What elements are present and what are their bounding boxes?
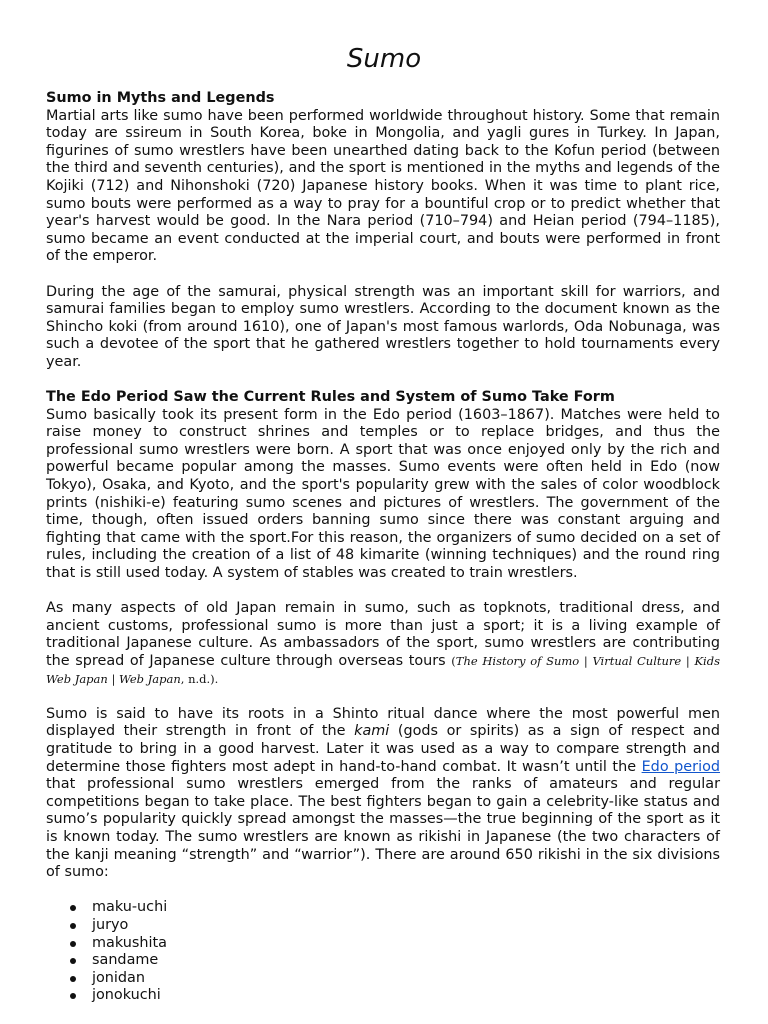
citation-title: The History of Sumo | Virtual Culture | Kids Web Japan | Web Japan — [46, 654, 720, 686]
paragraph-myths-1: Martial arts like sumo have been performed worldwide throughout history. Some that remain today are ssireum in South Korea, boke in Mongolia, and yagli gures in Turkey. In Japan, figurines of sumo wrestlers have been unearthed dating back to the Kofun period (between the third and seventh centuries), and the sport is mentioned in the myths and legends of the Kojiki (712) and Nihonshoki (720) Japanese history books. When it was time to plant rice, sumo bouts were performed as a way to pray for a bountiful crop or to predict whether that year's harvest would be good. In the Nara period (710–794) and Heian period (794–1185), sumo became an event conducted at the imperial court, and bouts were performed in front of the emperor. — [46, 107, 720, 265]
page-title: Sumo — [346, 44, 422, 74]
section-heading-edo: The Edo Period Saw the Current Rules and System of Sumo Take Form — [46, 389, 615, 406]
paragraph-rikishi-part2: (gods or spirits) as a sign of respect and gratitude to bring in a good harvest. Later it was used as a way to compare strength and determine those fighters most adept in hand-to-hand combat. It wasn’t until the — [46, 723, 720, 775]
citation-close: , n.d.). — [180, 671, 219, 686]
citation-open: ( — [451, 654, 456, 668]
list-item: makushita — [92, 935, 720, 953]
paragraph-rikishi-part1: Sumo is said to have its roots in a Shinto ritual dance where the most powerful men displayed their strength in front of the — [46, 705, 720, 740]
paragraph-rikishi — [46, 706, 720, 882]
list-item: jonidan — [92, 970, 720, 988]
paragraph-edo-2 — [46, 600, 720, 688]
paragraph-edo-1: Sumo basically took its present form in the Edo period (1603–1867). Matches were held to raise money to construct shrines and temples or to replace bridges, and thus the professional sumo wrestlers were born. A sport that was once enjoyed only by the rich and powerful became popular among the masses. Sumo events were often held in Edo (now Tokyo), Osaka, and Kyoto, and the sport's popularity grew with the sales of color woodblock prints (nishiki-e) featuring sumo scenes and pictures of wrestlers. The government of the time, though, often issued orders banning sumo since there was constant arguing and fighting that came with the sport.For this reason, the organizers of sumo decided on a set of rules, including the creation of a list of 48 kimarite (winning techniques) and the round ring that is still used today. A system of stables was created to train wrestlers. — [46, 406, 720, 582]
list-item: maku-uchi — [92, 899, 720, 917]
paragraph-myths-2: During the age of the samurai, physical strength was an important skill for warriors, and samurai families began to employ sumo wrestlers. According to the document known as the Shincho koki (from around 1610), one of Japan's most famous warlords, Oda Nobunaga, was such a devotee of the sport that he gathered wrestlers together to hold tournaments every year. — [46, 283, 720, 370]
section-heading-myths: Sumo in Myths and Legends — [46, 90, 275, 106]
paragraph-edo-2-text: As many aspects of old Japan remain in sumo, such as topknots, traditional dress, and ancient customs, professional sumo is more than just a sport; it is a living example of traditional Japanese culture. As ambassadors of the sport, sumo wrestlers are contributing the spread of Japanese culture through overseas tours — [46, 600, 720, 669]
list-item: juryo — [92, 917, 720, 935]
list-item: sandame — [92, 952, 720, 970]
edo-period-link[interactable]: Edo period — [641, 758, 721, 775]
divisions-list — [46, 899, 720, 1005]
list-item: jonokuchi — [92, 987, 720, 1005]
kami-term: kami — [354, 723, 390, 740]
paragraph-rikishi-part3: that professional sumo wrestlers emerged from the ranks of amateurs and regular competitions began to take place. The best fighters began to gain a celebrity-like status and sumo’s popularity quickly spread amongst the masses—the true beginning of the sport as it is known today. The sumo wrestlers are known as rikishi in Japanese (the two characters of the kanji meaning “strength” and “warrior”). There are around 650 rikishi in the six divisions of sumo: — [46, 776, 720, 881]
document-body — [46, 90, 720, 1005]
